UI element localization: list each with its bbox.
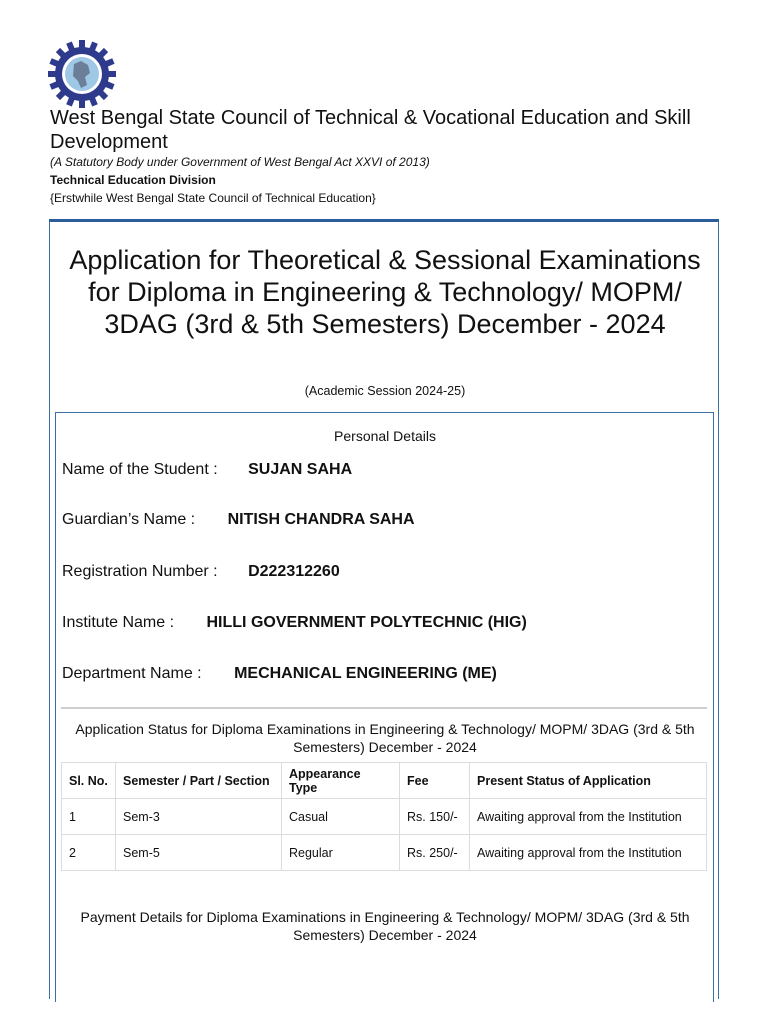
- section-divider: [61, 707, 707, 709]
- department-name-value: MECHANICAL ENGINEERING (ME): [234, 665, 497, 682]
- department-name-label: Department Name :: [62, 665, 202, 682]
- table-header-row: [62, 763, 707, 799]
- cell-appearance-type: Casual: [282, 799, 400, 835]
- cell-appearance-type: Regular: [282, 835, 400, 871]
- guardian-name-label: Guardian’s Name :: [62, 511, 196, 528]
- student-name-value: SUJAN SAHA: [248, 461, 353, 478]
- column-header-semester: Semester / Part / Section: [116, 763, 282, 799]
- academic-session: (Academic Session 2024-25): [304, 384, 466, 398]
- council-gear-emblem-icon: [48, 40, 116, 108]
- application-status-table: [61, 762, 707, 871]
- cell-sl-no: 1: [62, 799, 116, 835]
- institute-name-value: HILLI GOVERNMENT POLYTECHNIC (HIG): [206, 614, 527, 631]
- organization-subtitle: (A Statutory Body under Government of West Bengal Act XXVI of 2013): [50, 155, 430, 169]
- student-name-label: Name of the Student :: [62, 461, 218, 478]
- table-row: [62, 835, 707, 871]
- cell-present-status: Awaiting approval from the Institution: [470, 799, 707, 835]
- page-title: Application for Theoretical & Sessional Examinations for Diploma in Engineering & Technology/ MOPM/ 3DAG (3rd & 5th Semesters) December - 2024: [69, 245, 701, 339]
- cell-present-status: Awaiting approval from the Institution: [470, 835, 707, 871]
- organization-name: West Bengal State Council of Technical & Vocational Education and Skill Development: [50, 107, 691, 153]
- cell-fee: Rs. 150/-: [400, 799, 470, 835]
- table-row: [62, 799, 707, 835]
- registration-number-value: D222312260: [248, 563, 340, 580]
- student-name-row: [62, 461, 352, 479]
- guardian-name-value: NITISH CHANDRA SAHA: [227, 511, 415, 528]
- column-header-present-status: Present Status of Application: [470, 763, 707, 799]
- institute-name-label: Institute Name :: [62, 614, 175, 631]
- registration-number-label: Registration Number :: [62, 563, 218, 580]
- column-header-fee: Fee: [400, 763, 470, 799]
- division-name: Technical Education Division: [50, 173, 216, 187]
- department-name-row: [62, 665, 497, 683]
- registration-number-row: [62, 563, 340, 581]
- cell-sl-no: 2: [62, 835, 116, 871]
- cell-fee: Rs. 250/-: [400, 835, 470, 871]
- column-header-appearance-type: Appearance Type: [282, 763, 400, 799]
- application-status-heading: Application Status for Diploma Examinations in Engineering & Technology/ MOPM/ 3DAG (3rd & 5th Semesters) December - 2024: [75, 721, 695, 755]
- cell-semester: Sem-3: [116, 799, 282, 835]
- column-header-sl-no: Sl. No.: [62, 763, 116, 799]
- personal-details-heading: Personal Details: [334, 428, 436, 444]
- payment-details-heading: Payment Details for Diploma Examinations in Engineering & Technology/ MOPM/ 3DAG (3rd & 5th Semesters) December - 2024: [80, 909, 690, 943]
- guardian-name-row: [62, 511, 415, 529]
- erstwhile-name: {Erstwhile West Bengal State Council of Technical Education}: [50, 191, 376, 205]
- institute-name-row: [62, 614, 527, 632]
- cell-semester: Sem-5: [116, 835, 282, 871]
